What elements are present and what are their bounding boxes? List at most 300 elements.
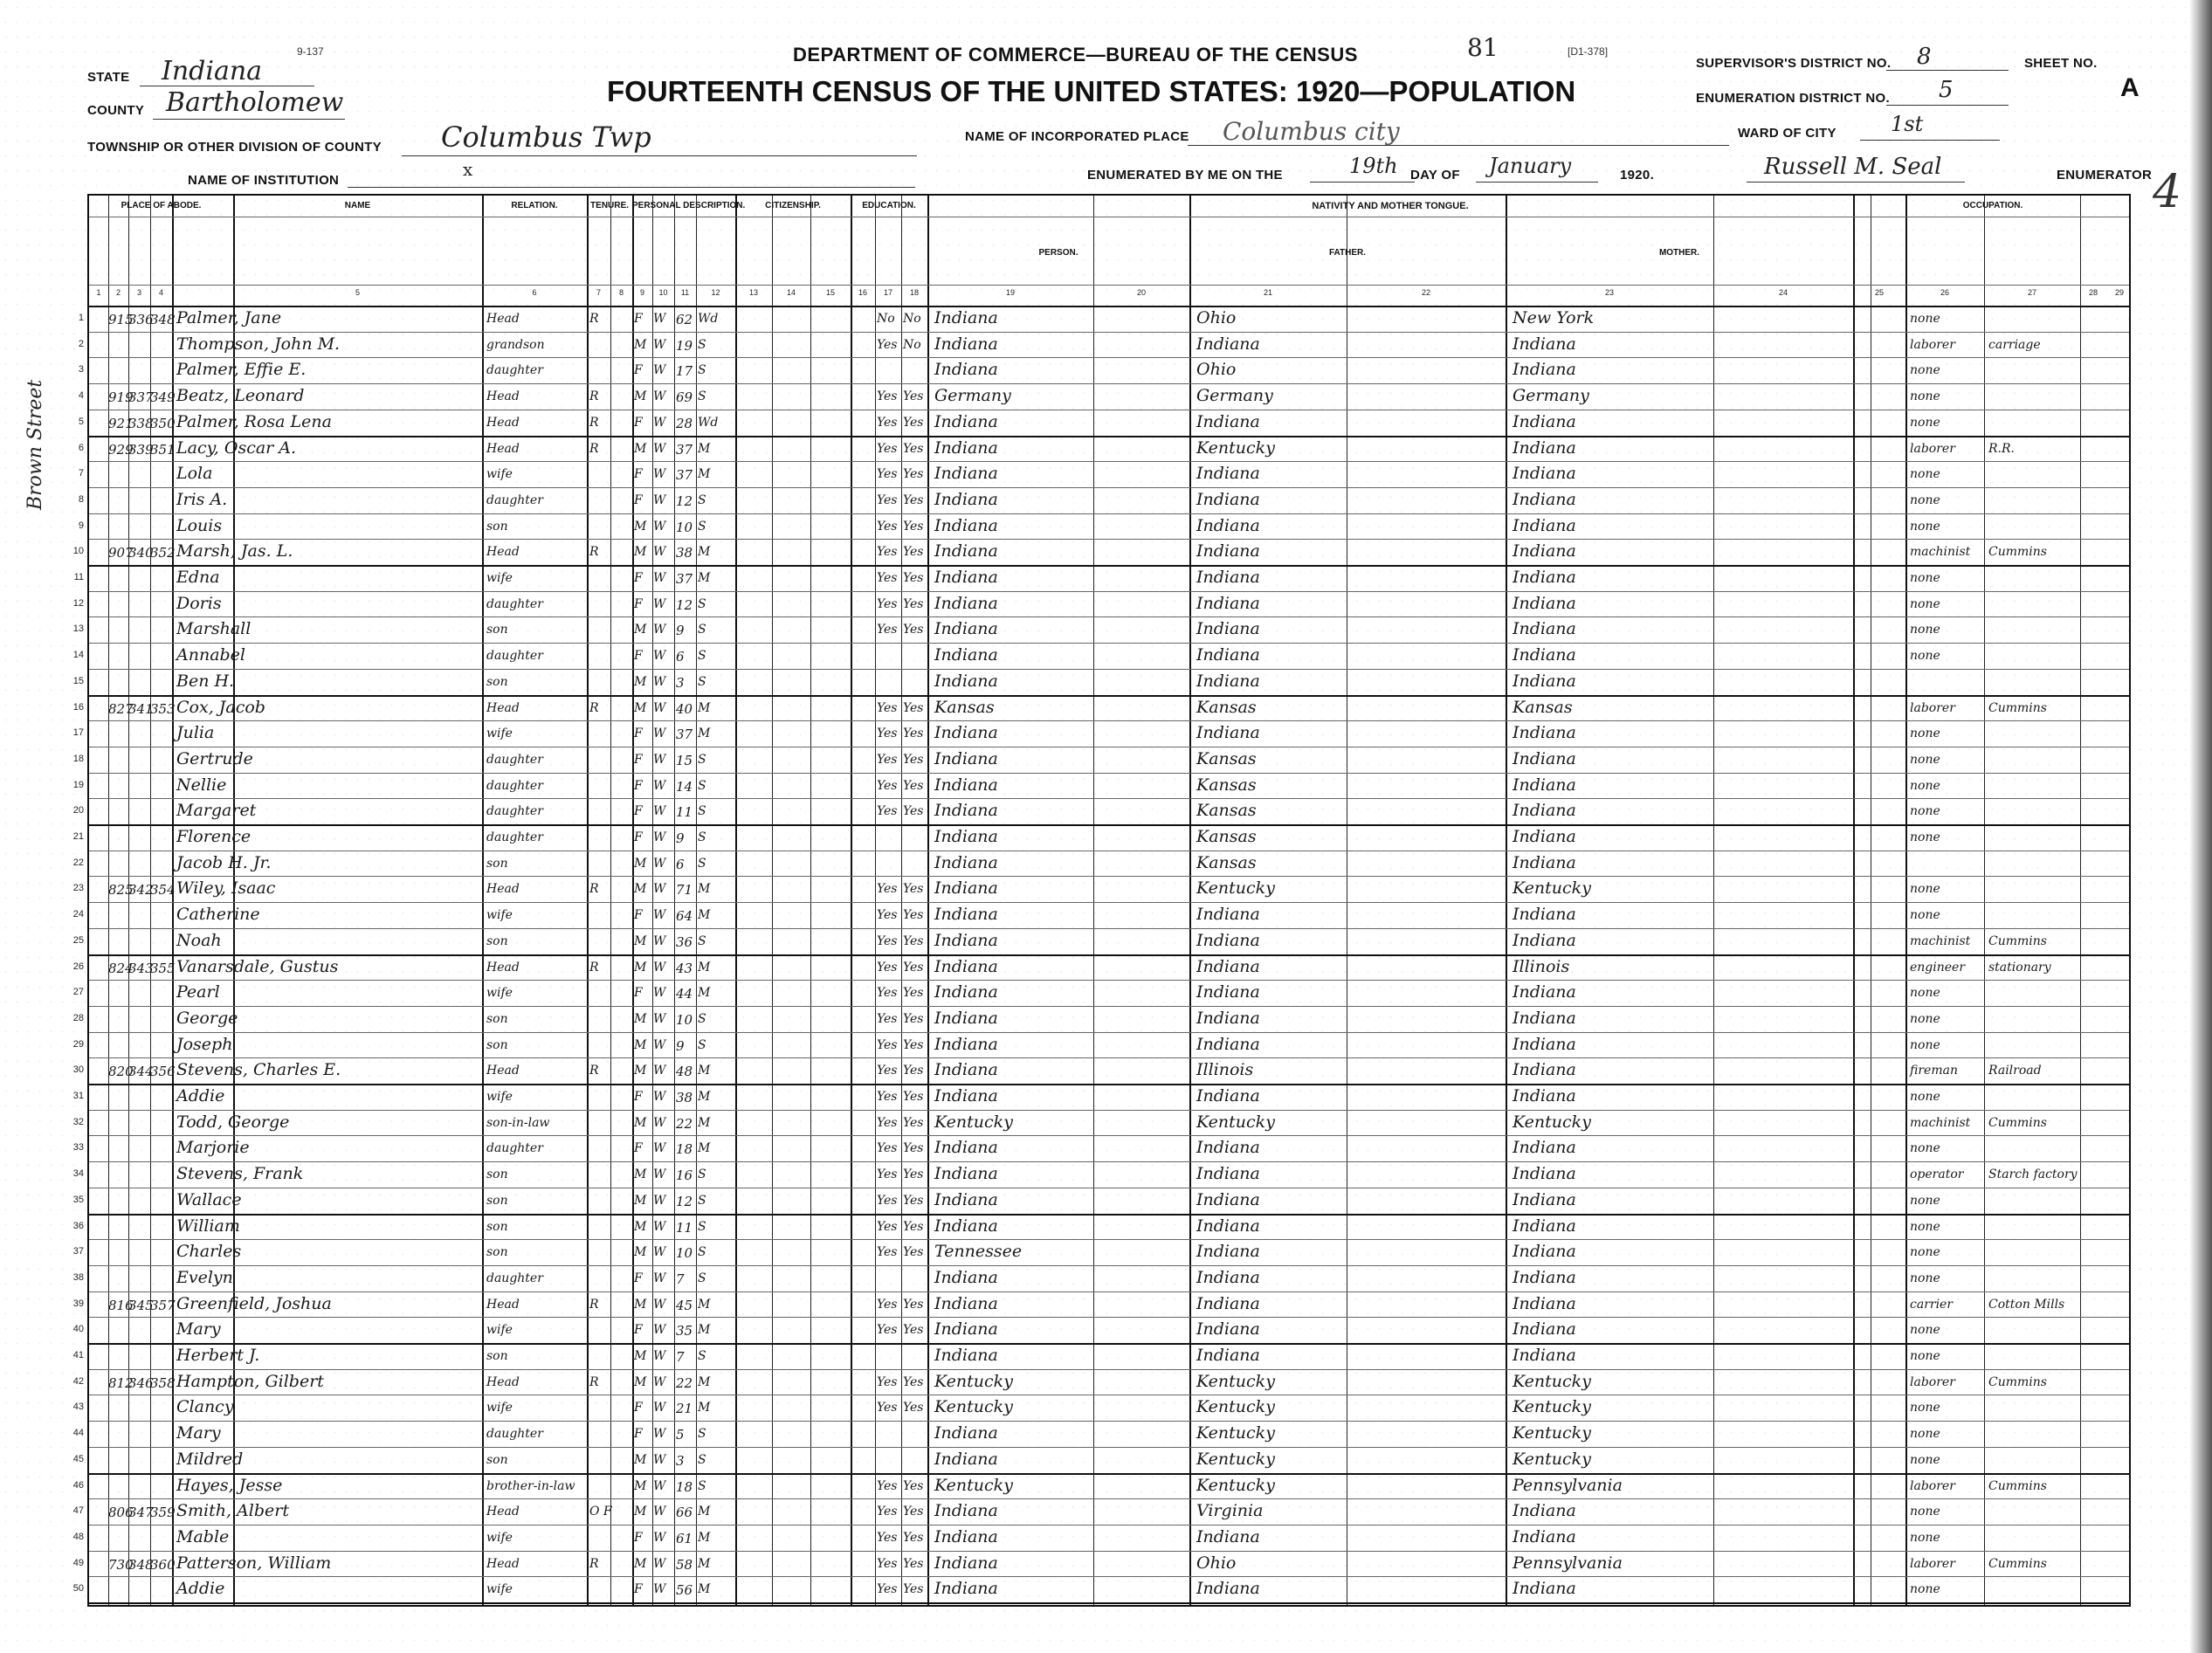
age-cell: 11: [676, 804, 693, 821]
marital-status-cell: S: [698, 623, 706, 637]
race-cell: W: [653, 545, 666, 560]
row-rule: [89, 1551, 2129, 1552]
father-birthplace-cell: Virginia: [1196, 1501, 1264, 1521]
father-birthplace-cell: Indiana: [1196, 1086, 1260, 1105]
relationship-cell: daughter: [486, 804, 543, 819]
age-cell: 6: [676, 649, 685, 665]
row-rule: [89, 876, 2129, 877]
mother-birthplace-cell: Indiana: [1513, 334, 1576, 354]
row-rule: [89, 1214, 2129, 1216]
relationship-cell: Head: [486, 1064, 520, 1078]
row-number: 20: [72, 805, 84, 816]
able-to-write-cell: Yes: [903, 623, 924, 637]
marital-status-cell: M: [698, 986, 711, 1001]
row-rule: [89, 513, 2129, 514]
row-number: 38: [72, 1271, 84, 1283]
trade-cell: none: [1910, 571, 1940, 585]
house-number-cell: 806: [108, 1505, 134, 1521]
group-occupation: OCCUPATION.: [1962, 201, 2023, 210]
row-number: 42: [72, 1375, 84, 1387]
tenure-cell: R: [589, 312, 599, 326]
trade-cell: none: [1910, 1193, 1940, 1208]
able-to-read-cell: Yes: [877, 337, 898, 352]
person-name-cell: Beatz, Leonard: [176, 386, 305, 406]
column-number: 5: [355, 288, 360, 297]
row-rule: [89, 487, 2129, 488]
birthplace-cell: Indiana: [934, 748, 998, 768]
mother-birthplace-cell: Indiana: [1513, 619, 1576, 639]
race-cell: W: [653, 752, 666, 767]
industry-cell: Cummins: [1988, 1115, 2047, 1130]
marital-status-cell: S: [698, 492, 706, 507]
marital-status-cell: M: [698, 1374, 711, 1389]
father-birthplace-cell: Indiana: [1196, 645, 1260, 665]
able-to-read-cell: Yes: [877, 1037, 898, 1052]
sex-cell: M: [634, 1505, 647, 1519]
marital-status-cell: M: [698, 1090, 711, 1104]
row-number: 16: [72, 701, 84, 713]
person-name-cell: Herbert J.: [176, 1346, 260, 1365]
age-cell: 37: [676, 467, 693, 484]
column-rule: [1506, 196, 1507, 1605]
trade-cell: laborer: [1910, 1374, 1955, 1389]
able-to-write-cell: Yes: [903, 1582, 924, 1597]
race-cell: W: [653, 1478, 666, 1493]
race-cell: W: [653, 674, 666, 689]
row-number: 15: [72, 675, 84, 686]
dwelling-number-cell: 345: [128, 1297, 154, 1313]
row-rule: [89, 1135, 2129, 1136]
marital-status-cell: S: [698, 1349, 706, 1363]
father-birthplace-cell: Ohio: [1196, 360, 1237, 380]
relationship-cell: grandson: [486, 337, 545, 352]
able-to-read-cell: Yes: [877, 1115, 898, 1130]
race-cell: W: [653, 830, 666, 844]
race-cell: W: [653, 623, 666, 637]
age-cell: 11: [676, 1219, 693, 1236]
row-number: 9: [78, 520, 84, 531]
column-number: 15: [825, 288, 835, 297]
industry-cell: Cummins: [1988, 933, 2047, 948]
marital-status-cell: M: [698, 467, 711, 482]
sex-cell: M: [634, 960, 647, 975]
trade-cell: none: [1910, 986, 1940, 1001]
column-number: 9: [639, 288, 644, 297]
tenure-cell: R: [589, 1297, 599, 1312]
sex-cell: F: [634, 1323, 643, 1338]
house-number-cell: 820: [108, 1064, 134, 1080]
race-cell: W: [653, 1141, 666, 1156]
age-cell: 40: [676, 700, 693, 717]
column-rule: [482, 196, 484, 1605]
relationship-cell: son: [486, 1245, 508, 1260]
person-name-cell: Louis: [176, 515, 223, 535]
sex-cell: F: [634, 415, 643, 430]
able-to-write-cell: Yes: [903, 467, 924, 482]
able-to-write-cell: Yes: [903, 933, 924, 948]
person-name-cell: Mary: [176, 1423, 221, 1443]
race-cell: W: [653, 1297, 666, 1312]
birthplace-cell: Indiana: [934, 489, 998, 509]
able-to-read-cell: Yes: [877, 389, 898, 404]
race-cell: W: [653, 1245, 666, 1260]
sex-cell: M: [634, 1219, 647, 1234]
row-rule: [89, 436, 2129, 437]
age-cell: 36: [676, 933, 693, 950]
person-name-cell: Hampton, Gilbert: [176, 1371, 324, 1391]
relationship-cell: son: [486, 1349, 508, 1363]
person-name-cell: Palmer, Jane: [176, 308, 282, 327]
mother-birthplace-cell: Illinois: [1513, 956, 1570, 976]
person-name-cell: Marsh, Jas. L.: [176, 541, 293, 561]
row-rule: [89, 1084, 2129, 1085]
row-number: 44: [72, 1428, 84, 1439]
trade-cell: none: [1910, 312, 1940, 326]
column-rule: [927, 196, 929, 1605]
person-name-cell: Evelyn: [176, 1267, 233, 1287]
relationship-cell: wife: [486, 986, 513, 1001]
house-number-cell: 907: [108, 545, 134, 561]
able-to-write-cell: Yes: [903, 778, 924, 793]
relationship-cell: wife: [486, 467, 513, 482]
able-to-write-cell: Yes: [903, 492, 924, 507]
age-cell: 28: [676, 415, 693, 431]
marital-status-cell: S: [698, 674, 706, 689]
trade-cell: none: [1910, 363, 1940, 378]
age-cell: 12: [676, 1193, 693, 1209]
column-rule: [1189, 196, 1191, 1605]
person-name-cell: Marshall: [176, 619, 252, 639]
race-cell: W: [653, 778, 666, 793]
mother-birthplace-cell: Indiana: [1513, 1034, 1576, 1054]
column-rule: [1984, 196, 1985, 1605]
sex-cell: M: [634, 519, 647, 534]
county-value: Bartholomew: [166, 87, 344, 118]
person-name-cell: Addie: [176, 1579, 225, 1599]
race-cell: W: [653, 415, 666, 430]
race-cell: W: [653, 1556, 666, 1571]
person-name-cell: Iris A.: [176, 489, 228, 509]
sex-cell: F: [634, 1401, 643, 1415]
marital-status-cell: M: [698, 1556, 711, 1571]
industry-cell: Cummins: [1988, 1374, 2047, 1389]
race-cell: W: [653, 312, 666, 326]
industry-cell: Railroad: [1988, 1064, 2042, 1078]
marital-status-cell: S: [698, 1452, 706, 1467]
race-cell: W: [653, 1582, 666, 1597]
able-to-write-cell: Yes: [903, 1374, 924, 1389]
house-number-cell: 824: [108, 960, 134, 976]
institution-value: x: [463, 159, 473, 180]
column-number: 20: [1136, 288, 1146, 297]
row-rule: [89, 332, 2129, 333]
sex-cell: F: [634, 312, 643, 326]
person-name-cell: Greenfield, Joshua: [176, 1293, 332, 1313]
father-birthplace-cell: Indiana: [1196, 1319, 1260, 1340]
birthplace-cell: Indiana: [934, 1267, 998, 1287]
relationship-cell: wife: [486, 727, 513, 741]
marital-status-cell: S: [698, 1011, 706, 1026]
mother-birthplace-cell: Kentucky: [1513, 1397, 1591, 1417]
header-rule: [89, 285, 2129, 286]
column-number: 21: [1263, 288, 1272, 297]
mother-birthplace-cell: Indiana: [1513, 568, 1576, 587]
relationship-cell: son: [486, 1167, 508, 1182]
group-abode: PLACE OF ABODE.: [121, 201, 202, 210]
group-father: FATHER.: [1328, 248, 1367, 258]
incorporated-place-label: NAME OF INCORPORATED PLACE: [965, 129, 1189, 144]
father-birthplace-cell: Indiana: [1196, 930, 1260, 950]
mother-birthplace-cell: Indiana: [1513, 489, 1576, 509]
able-to-read-cell: Yes: [877, 1556, 898, 1571]
person-name-cell: Marjorie: [176, 1138, 250, 1158]
race-cell: W: [653, 389, 666, 404]
row-number: 18: [72, 753, 84, 764]
relationship-cell: daughter: [486, 830, 543, 844]
age-cell: 16: [676, 1167, 693, 1184]
relationship-cell: daughter: [486, 596, 543, 611]
age-cell: 17: [676, 363, 693, 380]
family-number-cell: 352: [150, 545, 176, 561]
able-to-read-cell: Yes: [877, 1141, 898, 1156]
column-rule: [652, 196, 653, 1605]
column-number: 18: [909, 288, 919, 297]
column-rule: [150, 196, 151, 1605]
marital-status-cell: M: [698, 441, 711, 456]
race-cell: W: [653, 1090, 666, 1104]
row-rule: [89, 1317, 2129, 1318]
able-to-read-cell: Yes: [877, 960, 898, 975]
tenure-cell: R: [589, 882, 599, 897]
row-rule: [89, 1447, 2129, 1448]
birthplace-cell: Indiana: [934, 982, 998, 1002]
relationship-cell: wife: [486, 1090, 513, 1104]
trade-cell: none: [1910, 623, 1940, 637]
sheet-label: SHEET NO.: [2024, 56, 2098, 71]
group-education: EDUCATION.: [862, 201, 916, 210]
sex-cell: F: [634, 649, 643, 664]
house-number-cell: 816: [108, 1297, 134, 1313]
family-number-cell: 354: [150, 882, 176, 899]
column-number: 14: [786, 288, 796, 297]
age-cell: 5: [676, 1427, 685, 1443]
row-rule: [89, 954, 2129, 956]
relationship-cell: brother-in-law: [486, 1478, 575, 1493]
group-name: NAME: [344, 201, 371, 210]
person-name-cell: Todd, George: [176, 1112, 290, 1132]
relationship-cell: Head: [486, 700, 520, 715]
able-to-read-cell: Yes: [877, 519, 898, 534]
sex-cell: F: [634, 1530, 643, 1545]
age-cell: 7: [676, 1349, 685, 1365]
birthplace-cell: Indiana: [934, 1164, 998, 1184]
row-rule: [89, 461, 2129, 462]
father-birthplace-cell: Indiana: [1196, 1346, 1260, 1365]
father-birthplace-cell: Indiana: [1196, 1579, 1260, 1599]
sex-cell: F: [634, 908, 643, 923]
relationship-cell: daughter: [486, 492, 543, 507]
sex-cell: M: [634, 882, 647, 897]
family-number-cell: 360: [150, 1556, 176, 1573]
row-rule: [89, 695, 2129, 697]
able-to-write-cell: Yes: [903, 519, 924, 534]
mother-birthplace-cell: Kentucky: [1513, 1371, 1591, 1391]
industry-cell: R.R.: [1988, 441, 2015, 456]
sex-cell: F: [634, 1271, 643, 1285]
mother-birthplace-cell: Indiana: [1513, 1293, 1576, 1313]
industry-cell: Cummins: [1988, 700, 2047, 715]
marital-status-cell: M: [698, 700, 711, 715]
birthplace-cell: Germany: [934, 386, 1011, 406]
race-cell: W: [653, 1219, 666, 1234]
able-to-read-cell: Yes: [877, 596, 898, 611]
able-to-read-cell: Yes: [877, 441, 898, 456]
able-to-read-cell: Yes: [877, 571, 898, 585]
trade-cell: none: [1910, 778, 1940, 793]
person-name-cell: Charles: [176, 1242, 242, 1262]
birthplace-cell: Indiana: [934, 1346, 998, 1365]
father-birthplace-cell: Indiana: [1196, 1189, 1260, 1209]
row-rule: [89, 1161, 2129, 1162]
marital-status-cell: M: [698, 545, 711, 560]
row-number: 22: [72, 857, 84, 868]
relationship-cell: son: [486, 1452, 508, 1467]
incorporated-place-value: Columbus city: [1223, 117, 1400, 146]
family-number-cell: 355: [150, 960, 176, 976]
father-birthplace-cell: Indiana: [1196, 515, 1260, 535]
father-birthplace-cell: Illinois: [1196, 1060, 1254, 1080]
row-number: 10: [72, 546, 84, 557]
column-number: 7: [596, 288, 601, 297]
father-birthplace-cell: Indiana: [1196, 905, 1260, 925]
able-to-read-cell: Yes: [877, 1167, 898, 1182]
row-rule: [89, 902, 2129, 903]
trade-cell: none: [1910, 519, 1940, 534]
father-birthplace-cell: Kentucky: [1196, 1371, 1275, 1391]
birthplace-cell: Indiana: [934, 1138, 998, 1158]
mother-birthplace-cell: Indiana: [1513, 645, 1576, 665]
street-margin-note: Brown Street: [24, 379, 46, 510]
enumerator-value: Russell M. Seal: [1764, 154, 1942, 180]
father-birthplace-cell: Kansas: [1196, 801, 1257, 821]
row-number: 28: [72, 1012, 84, 1023]
column-number: 22: [1421, 288, 1430, 297]
birthplace-cell: Indiana: [934, 801, 998, 821]
dwelling-number-cell: 337: [128, 389, 154, 406]
tenure-cell: O F: [589, 1505, 612, 1519]
trade-cell: machinist: [1910, 545, 1971, 560]
state-label: STATE: [87, 70, 130, 85]
relationship-cell: Head: [486, 312, 520, 326]
mother-birthplace-cell: Indiana: [1513, 1501, 1576, 1521]
marital-status-cell: M: [698, 727, 711, 741]
sex-cell: F: [634, 467, 643, 482]
father-birthplace-cell: Indiana: [1196, 956, 1260, 976]
township-value: Columbus Twp: [441, 121, 651, 154]
row-rule: [89, 798, 2129, 799]
row-number: 34: [72, 1168, 84, 1180]
able-to-read-cell: Yes: [877, 986, 898, 1001]
relationship-cell: wife: [486, 908, 513, 923]
trade-cell: none: [1910, 649, 1940, 664]
marital-status-cell: S: [698, 363, 706, 378]
trade-cell: none: [1910, 1505, 1940, 1519]
relationship-cell: Head: [486, 1505, 520, 1519]
mother-birthplace-cell: Germany: [1513, 386, 1589, 406]
row-rule: [89, 539, 2129, 540]
department-heading: DEPARTMENT OF COMMERCE—BUREAU OF THE CENSUS: [793, 44, 1358, 65]
trade-cell: none: [1910, 1141, 1940, 1156]
able-to-write-cell: Yes: [903, 1219, 924, 1234]
able-to-write-cell: Yes: [903, 1323, 924, 1338]
trade-cell: laborer: [1910, 1556, 1955, 1571]
person-name-cell: Wallace: [176, 1189, 242, 1209]
relationship-cell: Head: [486, 1374, 520, 1389]
age-cell: 45: [676, 1297, 693, 1313]
sex-cell: M: [634, 623, 647, 637]
able-to-read-cell: Yes: [877, 1297, 898, 1312]
marital-status-cell: Wd: [698, 312, 719, 326]
sex-cell: M: [634, 545, 647, 560]
dwelling-number-cell: 346: [128, 1374, 154, 1391]
row-number: 5: [78, 416, 84, 427]
scan-edge: [2189, 0, 2212, 1653]
row-rule: [89, 565, 2129, 567]
birthplace-cell: Indiana: [934, 852, 998, 872]
family-number-cell: 348: [150, 312, 176, 327]
mother-birthplace-cell: Indiana: [1513, 801, 1576, 821]
race-cell: W: [653, 1115, 666, 1130]
birthplace-cell: Indiana: [934, 1008, 998, 1028]
column-number: 4: [158, 288, 163, 297]
person-name-cell: Noah: [176, 930, 222, 950]
race-cell: W: [653, 1530, 666, 1545]
form-code: [D1-378]: [1568, 45, 1609, 58]
header-rule: [89, 306, 2129, 307]
trade-cell: none: [1910, 389, 1940, 404]
birthplace-cell: Indiana: [934, 1449, 998, 1469]
able-to-write-cell: Yes: [903, 960, 924, 975]
father-birthplace-cell: Kansas: [1196, 697, 1257, 717]
race-cell: W: [653, 1505, 666, 1519]
birthplace-cell: Indiana: [934, 1293, 998, 1313]
marital-status-cell: S: [698, 1219, 706, 1234]
enumerated-label: ENUMERATED BY ME ON THE: [1087, 168, 1283, 183]
person-name-cell: Edna: [176, 568, 220, 587]
age-cell: 66: [676, 1505, 693, 1521]
column-rule: [1093, 196, 1094, 1605]
able-to-write-cell: Yes: [903, 571, 924, 585]
relationship-cell: daughter: [486, 1141, 543, 1156]
trade-cell: none: [1910, 415, 1940, 430]
row-number: 47: [72, 1505, 84, 1517]
age-cell: 9: [676, 830, 685, 846]
trade-cell: machinist: [1910, 1115, 1971, 1130]
tenure-cell: R: [589, 545, 599, 560]
father-birthplace-cell: Indiana: [1196, 1008, 1260, 1028]
house-number-cell: 827: [108, 700, 134, 717]
race-cell: W: [653, 882, 666, 897]
mother-birthplace-cell: Indiana: [1513, 1086, 1576, 1105]
row-number: 31: [72, 1091, 84, 1101]
mother-birthplace-cell: Indiana: [1513, 827, 1576, 846]
age-cell: 15: [676, 752, 693, 768]
race-cell: W: [653, 908, 666, 923]
race-cell: W: [653, 1037, 666, 1052]
person-name-cell: Julia: [176, 723, 215, 743]
house-number-cell: 812: [108, 1374, 134, 1391]
able-to-write-cell: Yes: [903, 804, 924, 819]
